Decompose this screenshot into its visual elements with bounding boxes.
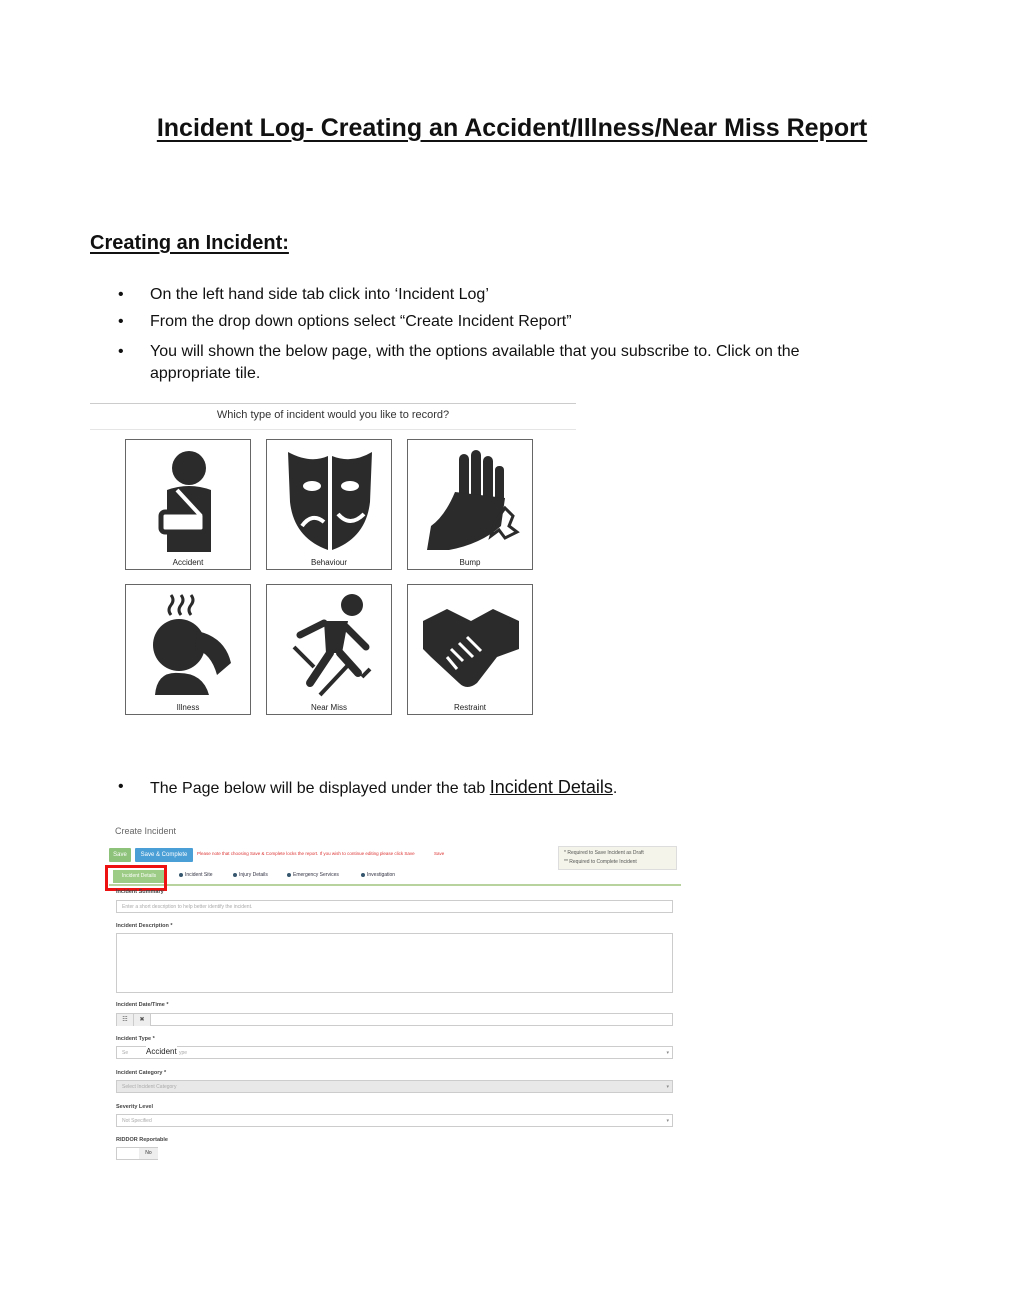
- tile-near-miss[interactable]: [266, 584, 392, 715]
- incident-details-link: Incident Details: [489, 777, 613, 797]
- bullet-text: From the drop down options select “Create Incident Report”: [150, 313, 572, 330]
- type-placeholder-end: ype: [179, 1050, 188, 1056]
- severity-label: Severity Level: [116, 1104, 153, 1110]
- tile-label: Bump: [459, 558, 481, 567]
- tile-bump[interactable]: [407, 439, 533, 570]
- description-textarea[interactable]: [116, 933, 673, 993]
- warning-text: Please note that choosing Save & Complete locks the report. If you wish to continue editing please click Save: [197, 851, 415, 856]
- legend-draft: * Required to Save Incident as Draft: [564, 850, 644, 856]
- tab-label: Incident Site: [185, 872, 213, 878]
- tab-incident-details[interactable]: Incident Details: [113, 870, 165, 883]
- type-selected-value: Accident: [146, 1047, 177, 1056]
- tab-emergency-services[interactable]: [287, 872, 339, 878]
- person-slipping-icon: [280, 591, 380, 699]
- document-title: Incident Log- Creating an Accident/Illness/Near Miss Report: [156, 114, 868, 142]
- save-complete-button[interactable]: Save & Complete: [135, 848, 193, 862]
- hand-bump-icon: [421, 446, 521, 554]
- bullet-text: You will shown the below page, with the options available that you subscribe to. Click on the appropriate tile.: [150, 343, 800, 382]
- category-label: Incident Category *: [116, 1070, 167, 1076]
- form-tabs: [109, 868, 681, 886]
- tab-bullet: [361, 873, 365, 877]
- required-legend: [558, 846, 677, 870]
- bullet-prefix: The Page below will be displayed under the tab: [150, 780, 490, 797]
- tab-investigation[interactable]: [361, 872, 395, 878]
- chevron-down-icon: ▾: [666, 1118, 669, 1124]
- tile-behaviour[interactable]: [266, 439, 392, 570]
- description-label: Incident Description *: [116, 923, 173, 929]
- picker-question: Which type of incident would you like to record?: [216, 409, 450, 421]
- bullet-symbol: •: [118, 778, 124, 795]
- tab-bullet: [287, 873, 291, 877]
- divider: [90, 403, 576, 404]
- tab-label: Injury Details: [239, 872, 268, 878]
- chevron-down-icon: ▾: [666, 1050, 669, 1056]
- bullet-text: On the left hand side tab click into ‘Incident Log’: [150, 286, 489, 303]
- tile-label: Behaviour: [310, 558, 348, 567]
- riddor-toggle[interactable]: [116, 1147, 158, 1160]
- severity-select[interactable]: [116, 1114, 673, 1127]
- tile-accident[interactable]: [125, 439, 251, 570]
- category-placeholder: Select Incident Category: [122, 1084, 177, 1090]
- section-heading: Creating an Incident:: [90, 232, 289, 254]
- sick-person-icon: [139, 591, 239, 699]
- type-placeholder-start: Se: [122, 1050, 129, 1056]
- tab-incident-site[interactable]: [179, 872, 213, 878]
- tile-restraint[interactable]: [407, 584, 533, 715]
- tile-label: Restraint: [453, 703, 486, 712]
- incident-type-picker: [90, 403, 576, 723]
- tab-label: Investigation: [367, 872, 396, 878]
- riddor-label: RIDDOR Reportable: [116, 1137, 168, 1143]
- datetime-label: Incident Date/Time *: [116, 1002, 169, 1008]
- person-arm-sling-icon: [139, 446, 239, 554]
- bullet-suffix: .: [612, 780, 618, 797]
- tab-injury-details[interactable]: [233, 872, 268, 878]
- tile-label: Illness: [176, 703, 200, 712]
- calendar-icon[interactable]: ☷: [117, 1014, 134, 1026]
- create-incident-form: [105, 822, 683, 1172]
- tile-label: Near Miss: [310, 703, 347, 712]
- chevron-down-icon: ▾: [666, 1084, 669, 1090]
- divider: [90, 429, 576, 430]
- bullet-symbol: •: [118, 343, 124, 360]
- drama-masks-icon: [280, 446, 380, 554]
- bullet-symbol: •: [118, 286, 124, 303]
- tab-bullet: [233, 873, 237, 877]
- type-select[interactable]: [116, 1046, 673, 1059]
- datetime-input[interactable]: [116, 1013, 673, 1026]
- warning-save-link[interactable]: Save: [434, 851, 445, 856]
- handshake-icon: [421, 591, 521, 699]
- type-label: Incident Type *: [116, 1036, 155, 1042]
- category-select[interactable]: [116, 1080, 673, 1093]
- clear-icon[interactable]: ✖: [134, 1014, 151, 1026]
- riddor-toggle-value: No: [139, 1148, 158, 1159]
- tile-illness[interactable]: [125, 584, 251, 715]
- bullet-text: [150, 776, 830, 800]
- summary-input[interactable]: Enter a short description to help better identify the incident.: [116, 900, 673, 913]
- summary-label: Incident Summary: [116, 889, 164, 895]
- form-title: Create Incident: [115, 826, 177, 836]
- bullet-symbol: •: [118, 313, 124, 330]
- tab-label: Emergency Services: [293, 872, 339, 878]
- severity-value: Not Specified: [122, 1118, 152, 1124]
- legend-complete: ** Required to Complete Incident: [564, 859, 637, 865]
- save-button[interactable]: Save: [109, 848, 131, 862]
- tab-highlight-box: [105, 865, 167, 891]
- tile-label: Accident: [172, 558, 204, 567]
- tab-bullet: [179, 873, 183, 877]
